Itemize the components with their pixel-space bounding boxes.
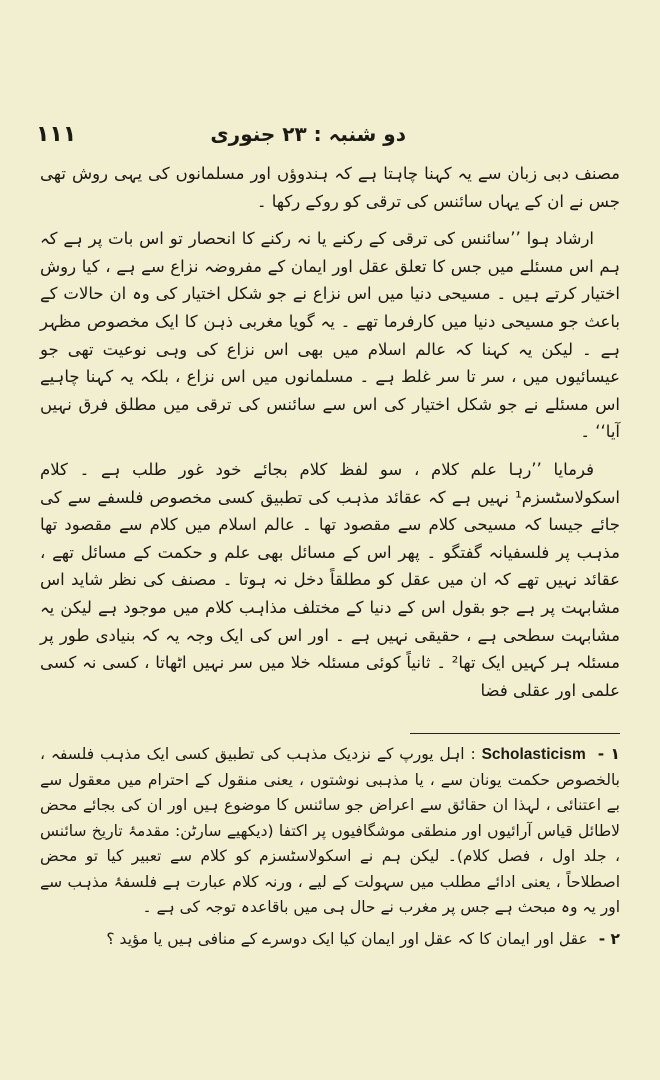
footnote-1 — [40, 742, 620, 921]
page-number: ١١١ — [36, 122, 77, 147]
footnote-2 — [40, 927, 620, 953]
page-header — [36, 120, 620, 154]
footnote-divider — [410, 733, 620, 734]
footnote-number: ٢ - — [598, 929, 620, 948]
footnote-term: Scholasticism — [481, 746, 586, 763]
footnotes — [40, 742, 620, 958]
footnote-text: : اہل یورپ کے نزدیک مذہب کی تطبیق کسی ایک مذہب فلسفہ ، بالخصوص حکمت یونان سے ، یا مذہبی نوشتوں ، یعنی منقول کے احترام میں معقول سے بے اعتنائی ، لہذا ان حقائق سے اعراض جو سائنس کا موضوع ہیں اور ان کی بجائے محض لاطائل قیاس آرائیوں اور منطقی موشگافیوں پر اکتفا (دیکھیے سارٹن: مقدمۂ تاریخ سائنس ، جلد اول ، فصل کلام)۔ لیکن ہم نے اسکولاسٹسزم کو کلام سے تعبیر کیا تو محض اصطلاحاً ، یعنی ادائے مطلب میں سہولت کے لیے ، ورنہ کلام عبارت ہے فلسفۂ مذہب سے اور یہ وہ مبحث ہے جس پر مغرب نے حال ہی میں باقاعدہ توجہ کی ہے ۔ — [40, 745, 620, 916]
paragraph: مصنف دبی زبان سے یہ کہنا چاہتا ہے کہ ہندوؤں اور مسلمانوں کی یہی روش تھی جس نے ان کے یہاں سائنس کی ترقی کو روکے رکھا ۔ — [40, 164, 620, 211]
paragraph: ارشاد ہوا ’’سائنس کی ترقی کے رکنے یا نہ رکنے کا انحصار تو اس بات پر ہے کہ ہم اس مسئلے میں جس کا تعلق عقل اور ایمان کے مفروضہ نزاع سے ہے ، کیا روش اختیار کرتے ہیں ۔ مسیحی دنیا میں اس نزاع نے جو شکل اختیار کی وہ ان حالات کے باعث جو مسیحی دنیا میں کارفرما تھے ۔ یہ گویا مغربی ذہن کا ایک مخصوص مظہر ہے ۔ لیکن یہ کہنا کہ عالم اسلام میں بھی اس نزاع کی وہی نوعیت تھی جو عیسائیوں میں ، سر تا سر غلط ہے ۔ مسلمانوں میں اس نزاع ، بلکہ یہ کہنا چاہیے اس مسئلے نے جو شکل اختیار کی اس سے سائنس کی ترقی میں مطلق فرق نہیں آیا‘‘ ۔ — [40, 229, 620, 442]
footnote-text: عقل اور ایمان کا کہ عقل اور ایمان کیا ایک دوسرے کے منافی ہیں یا مؤید ؟ — [106, 929, 588, 948]
paragraph: فرمایا ’’رہا علم کلام ، سو لفظ کلام بجائے خود غور طلب ہے ۔ کلام اسکولاسٹسزم¹ نہیں ہے کہ عقائد مذہب کی تطبیق کسی مخصوص فلسفے سے کی جائے جیسا کہ مسیحی کلام سے مقصود تھا ۔ عالم اسلام میں کلام سے مقصود تھا مذہب پر فلسفیانہ گفتگو ۔ پھر اس کے مسائل بھی علم و حکمت کے مسائل تھے ، عقائد نہیں تھے کہ ان میں عقل کو مطلقاً دخل نہ ہوتا ۔ مصنف کی نظر شاید اس مشابہت پر ہے جو بقول اس کے دنیا کے مختلف مذاہب کلام میں موجود ہے لیکن یہ مشابہت سطحی ہے ، حقیقی نہیں ہے ۔ اور اس کی ایک وجہ یہ کہ بنیادی طور پر مسئلہ ہر کہیں ایک تھا² ۔ ثانیاً کوئی مسئلہ خلا میں سر نہیں اٹھاتا ، کسی نہ کسی علمی اور عقلی فضا — [40, 459, 620, 700]
main-text — [40, 160, 620, 714]
running-title: دو شنبہ : ٢٣ جنوری — [210, 122, 406, 146]
footnote-number: ١ - — [597, 745, 620, 763]
